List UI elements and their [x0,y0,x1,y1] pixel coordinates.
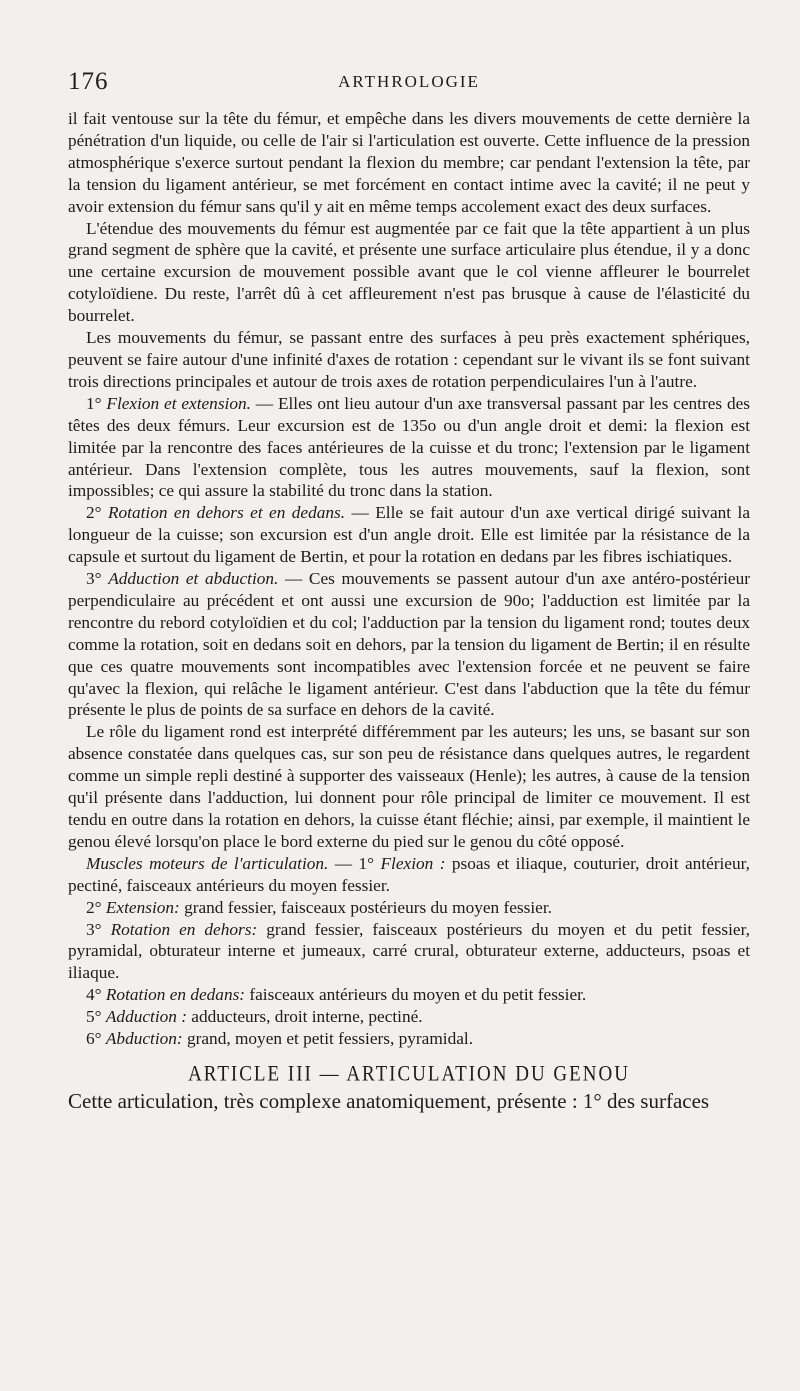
paragraph-text: Le rôle du ligament rond est interprété différemment par les auteurs; les uns, se basant sur son absence constatée dans quelques cas, sur son peu de résistance dans quelques autres, le regardent comme un simple repli destiné à supporter des vaisseaux (Henle); les autres, à cause de la tension qu'il présente dans l'adduction, lui donnent pour rôle principal de limiter ce mouvement. Il est tendu en outre dans la rotation en dehors, la cuisse étant fléchie; ainsi, par exemple, il maintient le genou élevé lorsqu'on place le bord externe du pied sur le genou du côté opposé. [68,722,750,851]
body-text [68,108,750,1050]
paragraph-adduction [68,1006,750,1028]
paragraph-heading: Muscles moteurs de l'articulation. [86,853,329,873]
paragraph-text: — Elle se fait autour d'un axe vertical dirigé suivant la longueur de la cuisse; son excursion est d'un angle droit. Elle est limitée par la résistance de la capsule et surtout du ligament de Bertin, et pour la rotation en dedans par les fibres ischiatiques. [68,503,751,567]
paragraph-heading: Flexion et extension. [106,393,251,413]
paragraph-heading: Adduction : [105,1007,187,1027]
paragraph-heading: Rotation en dehors: [110,919,258,939]
item-number: 2° [86,897,106,917]
paragraph [68,721,750,852]
closing-line: Cette articulation, très complexe anatomiquement, présente : 1° des surfaces [68,1088,710,1113]
paragraph [68,327,750,393]
paragraph-rotation [68,502,750,568]
paragraph-heading: Rotation en dedans: [105,985,246,1005]
item-number: 6° [86,1029,106,1049]
paragraph-adduction-abduction [68,568,750,721]
paragraph-flexion-extension [68,393,750,503]
paragraph-heading: Extension: [105,897,180,917]
paragraph-text: grand fessier, faisceaux postérieurs du moyen fessier. [179,897,552,917]
paragraph-text: — Elles ont lieu autour d'un axe transversal passant par les centres des têtes des deux fémurs. Leur excursion est de 135o ou d'un angle droit et demi: la flexion est limitée par la rencontre des faces antérieures de la cuisse et du tronc; l'extension par le ligament antérieur. Dans l'extension complète, tous les autres mouvements, sauf la flexion, sont impossibles; ce qui assure la stabilité du tronc dans la station. [68,393,750,501]
paragraph-abduction [68,1028,750,1050]
paragraph [68,218,750,328]
running-title: ARTHROLOGIE [338,72,480,91]
paragraph-text: — Ces mouvements se passent autour d'un axe antéro-postérieur perpendiculaire au précédent et ont aussi une excursion de 90o; l'adduction est limitée par la rencontre du rebord cotyloïdien et du col; l'adduction par la tension du ligament rond; toutes deux comme la rotation, soit en dedans soit en dehors, par la tension du ligament de Bertin; il en résulte que ces quatre mouvements sont incompatibles avec l'extension forcée et ne peuvent se faire qu'avec la flexion, qui relâche le ligament antérieur. C'est dans l'abduction que la tête du fémur présente le plus de points de sa surface en dehors de la cavité. [68,569,750,720]
paragraph-text: Les mouvements du fémur, se passant entre des surfaces à peu près exactement sphériques, peuvent se faire autour d'une infinité d'axes de rotation : cependant sur le vivant ils se font suivant trois directions principales et autour de trois axes de rotation perpendiculaires l'un à l'autre. [68,328,750,391]
paragraph-text: L'étendue des mouvements du fémur est augmentée par ce fait que la tête appartient à un plus grand segment de sphère que la cavité, et présente une surface articulaire plus étendue, il y a donc une certaine excursion de mouvement possible avant que le col vienne affleurer le bourrelet cotyloïdiene. Du reste, l'arrêt dû à cet affleurement n'est pas brusque à cause de l'élasticité du bourrelet. [68,218,750,326]
item-number: 2° [86,503,108,523]
item-number: 1° [86,393,107,413]
paragraph-rotation-dedans [68,984,750,1006]
paragraph-text: faisceaux antérieurs du moyen et du petit fessier. [245,985,587,1005]
running-head [68,68,750,108]
paragraph-text: adducteurs, droit interne, pectiné. [186,1007,423,1027]
paragraph-heading: Adduction et abduction. [108,569,279,589]
article-heading: ARTICLE III — ARTICULATION DU GENOU [188,1062,630,1087]
paragraph-text: grand fessier, faisceaux postérieurs du moyen et du petit fessier, pyramidal, obturateur interne et jumeaux, carré crural, obturateur externe, adducteurs, psoas et iliaque. [68,919,750,983]
paragraph-heading: Abduction: [105,1029,183,1049]
paragraph-text: il fait ventouse sur la tête du fémur, et empêche dans les divers mouvements de cette dernière la pénétration d'un liquide, ou celle de l'air si l'articulation est ouverte. Cette influence de la pression atmosphérique s'exerce surtout pendant la flexion du membre; car pendant l'extension la tête, par la tension du ligament antérieur, se met forcément en contact intime avec la cavité; il ne peut y avoir extension du fémur sans qu'il y ait en même temps accolement exact des deux surfaces. [68,109,750,216]
page-number: 176 [68,68,109,95]
item-number: 5° [86,1007,106,1027]
item-number: 3° [86,919,111,939]
paragraph-extension [68,897,750,919]
item-number: 3° [86,569,109,589]
item-number: 4° [86,985,106,1005]
paragraph-heading: Rotation en dehors et en dedans. [107,503,346,523]
paragraph [68,108,750,218]
paragraph-text: — 1° [328,853,381,873]
paragraph-subheading: Flexion : [380,853,446,873]
paragraph-rotation-dehors [68,919,750,985]
paragraph-muscles [68,853,750,897]
paragraph-text: psoas et iliaque, couturier, droit antérieur, pectiné, faisceaux antérieurs du moyen fessier. [68,853,750,895]
paragraph-text: grand, moyen et petit fessiers, pyramidal. [182,1029,474,1049]
